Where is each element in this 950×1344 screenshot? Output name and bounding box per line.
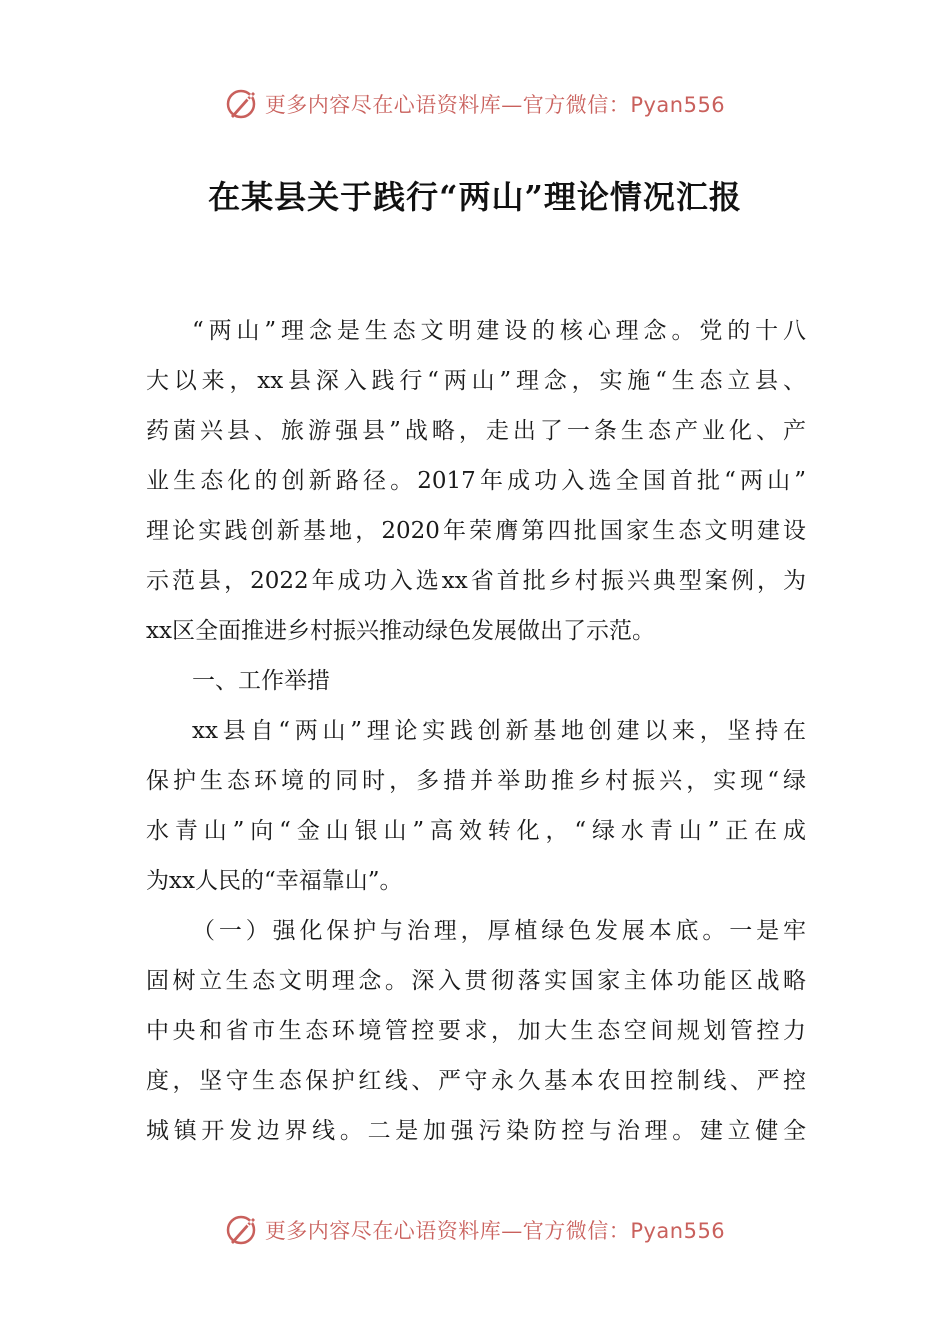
paragraph-line: “两山”理念是生态文明建设的核心理念。党的十八: [192, 318, 806, 344]
watermark-text: 更多内容尽在心语资料库—官方微信：Pyan556: [264, 93, 726, 117]
paragraph-line: 药菌兴县、旅游强县”战略，走出了一条生态产业化、产: [146, 418, 806, 444]
paragraph-line: 城镇开发边界线。二是加强污染防控与治理。建立健全: [146, 1118, 806, 1144]
paragraph-line: 理论实践创新基地，2020年荣膺第四批国家生态文明建设: [146, 518, 806, 544]
footer-watermark: [0, 1208, 950, 1252]
paragraph-line: （一）强化保护与治理，厚植绿色发展本底。一是牢: [192, 918, 806, 944]
paragraph-line: 度，坚守生态保护红线、严守永久基本农田控制线、严控: [146, 1068, 806, 1094]
paragraph-line: 保护生态环境的同时，多措并举助推乡村振兴，实现“绿: [146, 768, 806, 794]
paragraph-line: 大以来，xx县深入践行“两山”理念，实施“生态立县、: [146, 368, 806, 394]
watermark-text: 更多内容尽在心语资料库—官方微信：Pyan556: [264, 1219, 726, 1243]
document-title: 在某县关于践行“两山”理论情况汇报: [208, 178, 742, 216]
paragraph-line: 为xx人民的“幸福靠山”。: [146, 868, 403, 894]
paragraph-line: xx县自“两山”理论实践创新基地创建以来，坚持在: [192, 718, 806, 744]
paragraph-line: xx区全面推进乡村振兴推动绿色发展做出了示范。: [146, 618, 655, 644]
paragraph-line: 示范县，2022年成功入选xx省首批乡村振兴典型案例，为: [146, 568, 806, 594]
section-heading: 一、工作举措: [192, 668, 330, 694]
paragraph-line: 水青山”向“金山银山”高效转化，“绿水青山”正在成: [146, 818, 806, 844]
document-body: [146, 306, 806, 1156]
pen-nib-logo-icon: [225, 86, 261, 122]
paragraph-line: 中央和省市生态环境管控要求，加大生态空间规划管控力: [146, 1018, 806, 1044]
pen-nib-logo-icon: [225, 1212, 261, 1248]
paragraph-line: 固树立生态文明理念。深入贯彻落实国家主体功能区战略: [146, 968, 806, 994]
paragraph-line: 业生态化的创新路径。2017年成功入选全国首批“两山”: [146, 468, 806, 494]
header-watermark: [0, 82, 950, 126]
